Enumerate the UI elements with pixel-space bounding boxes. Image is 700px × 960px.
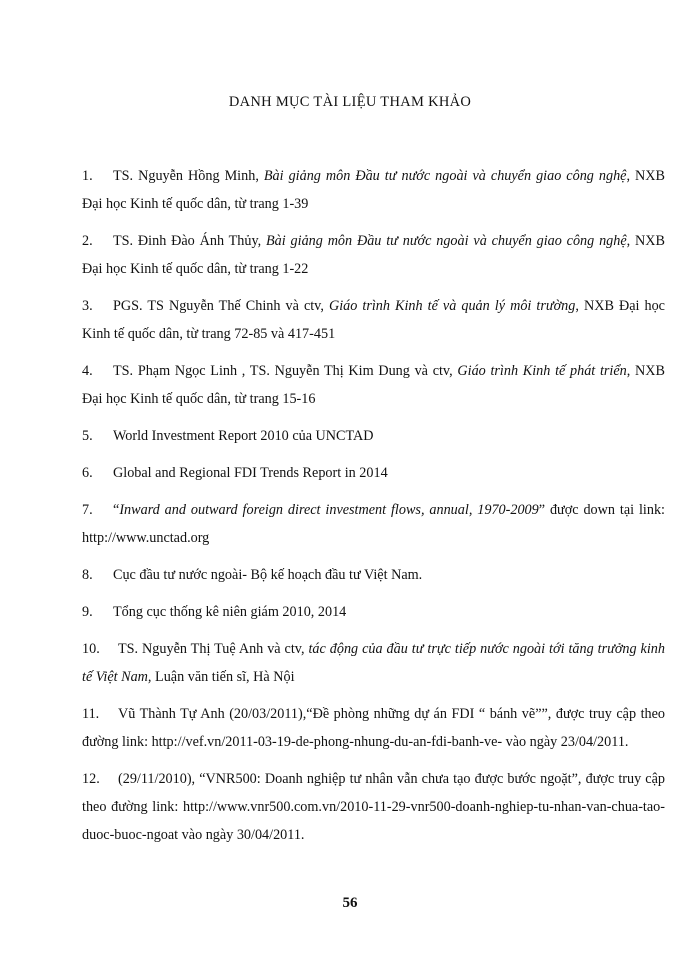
- reference-text: Global and Regional FDI Trends Report in 2014: [113, 465, 388, 481]
- reference-number: 6.: [82, 465, 93, 481]
- reference-text: TS. Đinh Đào Ánh Thủy,: [113, 233, 267, 249]
- reference-text: TS. Nguyễn Thị Tuệ Anh và ctv,: [118, 641, 309, 657]
- reference-text: Vũ Thành Tự Anh (20/03/2011),“Đề phòng những dự án FDI “ bánh vẽ””, được truy cập theo đường link: http://vef.vn/2011-03-19-de-phong-nhung-du-an-fdi-banh-ve- vào ngày 23/04/2011.: [82, 706, 665, 750]
- reference-number: 8.: [82, 567, 93, 583]
- reference-item: [82, 292, 665, 348]
- reference-item: [82, 227, 665, 283]
- reference-item: [82, 496, 665, 552]
- reference-title: Giáo trình Kinh tế phát triển: [457, 363, 627, 379]
- reference-publisher: , NXB Đại học Kinh tế quốc dân, từ trang 1-39: [82, 168, 665, 212]
- reference-list: [82, 162, 665, 858]
- reference-number: 11.: [82, 706, 100, 722]
- reference-number: 9.: [82, 604, 93, 620]
- reference-publisher: , NXB Đại học Kinh tế quốc dân, từ trang 15-16: [82, 363, 665, 407]
- reference-number: 12.: [82, 771, 100, 787]
- reference-publisher: , NXB Đại học Kinh tế quốc dân, từ trang 72-85 và 417-451: [82, 298, 665, 342]
- reference-text: (29/11/2010), “VNR500: Doanh nghiệp tư nhân vẫn chưa tạo được bước ngoặt”, được truy cập theo đường link: http://www.vnr500.com.vn/2010-11-29-vnr500-doanh-nghiep-tu-nhan-van-chua-tao-duoc-buoc-ngoat vào ngày 30/04/2011.: [82, 771, 665, 843]
- reference-text: World Investment Report 2010 của UNCTAD: [113, 428, 374, 444]
- reference-item: [82, 765, 665, 849]
- reference-link-text: ” được down tại link: http://www.unctad.org: [82, 502, 665, 546]
- reference-item: [82, 598, 665, 626]
- reference-text: Cục đầu tư nước ngoài- Bộ kế hoạch đầu tư Việt Nam.: [113, 567, 423, 583]
- page-title: DANH MỤC TÀI LIỆU THAM KHẢO: [228, 94, 472, 110]
- reference-text: Tổng cục thống kê niên giám 2010, 2014: [113, 604, 347, 620]
- reference-item: [82, 700, 665, 756]
- reference-item: [82, 635, 665, 691]
- reference-number: 10.: [82, 641, 100, 657]
- reference-text: TS. Nguyễn Hồng Minh,: [113, 168, 264, 184]
- reference-text: TS. Phạm Ngọc Linh , TS. Nguyễn Thị Kim Dung và ctv,: [113, 363, 458, 379]
- page-number: 56: [342, 895, 358, 911]
- reference-number: 5.: [82, 428, 93, 444]
- reference-publisher: , NXB Đại học Kinh tế quốc dân, từ trang 1-22: [82, 233, 665, 277]
- reference-text: “: [113, 502, 120, 518]
- reference-item: [82, 459, 665, 487]
- reference-item: [82, 357, 665, 413]
- reference-number: 1.: [82, 168, 93, 184]
- reference-publisher: Luận văn tiến sĩ, Hà Nội: [151, 669, 295, 685]
- reference-item: [82, 162, 665, 218]
- reference-item: [82, 422, 665, 450]
- reference-text: PGS. TS Nguyễn Thế Chinh và ctv,: [113, 298, 329, 314]
- reference-title: Inward and outward foreign direct investment flows, annual, 1970-2009: [119, 502, 539, 518]
- reference-number: 4.: [82, 363, 93, 379]
- reference-title: Bài giảng môn Đầu tư nước ngoài và chuyển giao công nghệ: [266, 233, 627, 249]
- reference-title: Giáo trình Kinh tế và quản lý môi trường: [328, 298, 576, 314]
- reference-number: 2.: [82, 233, 93, 249]
- reference-title: tác động của đầu tư trực tiếp nước ngoài tới tăng trưởng kinh tế Việt Nam,: [82, 641, 665, 685]
- reference-title: Bài giảng môn Đầu tư nước ngoài và chuyển giao công nghệ: [263, 168, 627, 184]
- reference-item: [82, 561, 665, 589]
- reference-number: 3.: [82, 298, 93, 314]
- reference-number: 7.: [82, 502, 93, 518]
